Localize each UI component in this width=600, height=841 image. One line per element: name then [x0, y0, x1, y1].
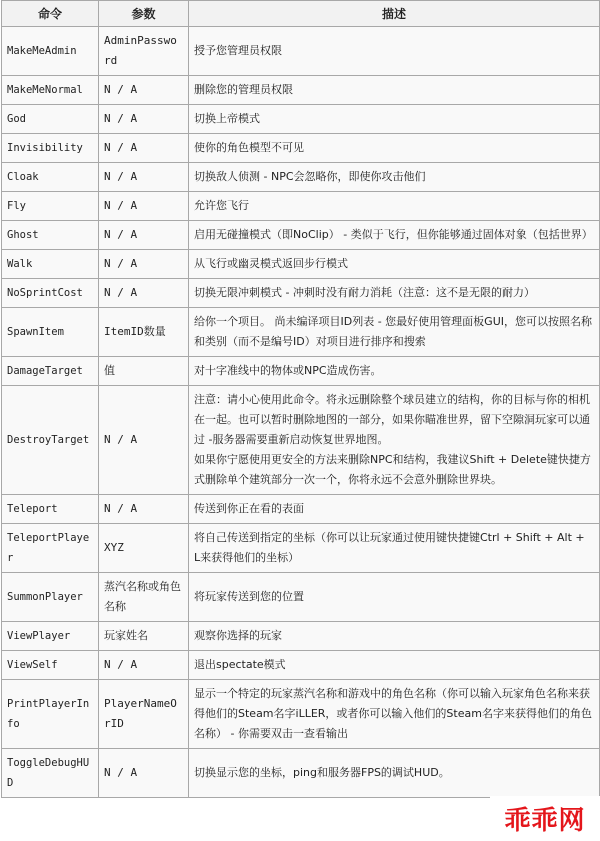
command-cell: PrintPlayerInfo — [2, 680, 99, 749]
param-cell: 值 — [99, 357, 189, 386]
desc-paragraph: 如果你宁愿使用更安全的方法来删除NPC和结构，我建议Shift + Delete键快捷方式删除单个建筑部分一次一个，你将永远不会意外删除世界块。 — [194, 453, 591, 486]
desc-paragraph: 传送到你正在看的表面 — [194, 502, 304, 515]
param-cell: N / A — [99, 386, 189, 495]
desc-paragraph: 将玩家传送到您的位置 — [194, 590, 304, 603]
table-row — [2, 250, 600, 279]
command-cell: Teleport — [2, 495, 99, 524]
param-cell: 蒸汽名称或角色名称 — [99, 573, 189, 622]
desc-cell — [189, 76, 600, 105]
header-desc: 描述 — [189, 1, 600, 27]
command-cell: God — [2, 105, 99, 134]
header-row — [2, 1, 600, 27]
table-row — [2, 651, 600, 680]
table-row — [2, 308, 600, 357]
command-cell: Cloak — [2, 163, 99, 192]
param-cell: AdminPassword — [99, 27, 189, 76]
param-cell: N / A — [99, 221, 189, 250]
desc-paragraph: 给你一个项目。 尚未编译项目ID列表 - 您最好使用管理面板GUI，您可以按照名称和类别（而不是编号ID）对项目进行排序和搜索 — [194, 315, 592, 348]
desc-paragraph: 切换敌人侦测 - NPC会忽略你，即使你攻击他们 — [194, 170, 426, 183]
desc-cell — [189, 308, 600, 357]
desc-cell — [189, 279, 600, 308]
param-cell: 玩家姓名 — [99, 622, 189, 651]
desc-cell — [189, 651, 600, 680]
desc-paragraph: 允许您飞行 — [194, 199, 249, 212]
desc-cell — [189, 163, 600, 192]
command-cell: Ghost — [2, 221, 99, 250]
command-cell: Fly — [2, 192, 99, 221]
command-cell: ToggleDebugHUD — [2, 749, 99, 798]
command-cell: MakeMeNormal — [2, 76, 99, 105]
table-row — [2, 192, 600, 221]
table-row — [2, 27, 600, 76]
param-cell: N / A — [99, 105, 189, 134]
table-row — [2, 680, 600, 749]
desc-cell — [189, 573, 600, 622]
table-row — [2, 573, 600, 622]
param-cell: N / A — [99, 250, 189, 279]
desc-cell — [189, 105, 600, 134]
param-cell: N / A — [99, 495, 189, 524]
command-cell: NoSprintCost — [2, 279, 99, 308]
desc-paragraph: 授予您管理员权限 — [194, 44, 282, 57]
command-cell: ViewSelf — [2, 651, 99, 680]
desc-cell — [189, 221, 600, 250]
desc-cell — [189, 680, 600, 749]
desc-cell — [189, 27, 600, 76]
desc-cell — [189, 250, 600, 279]
param-cell: XYZ — [99, 524, 189, 573]
desc-paragraph: 删除您的管理员权限 — [194, 83, 293, 96]
command-cell: TeleportPlayer — [2, 524, 99, 573]
desc-paragraph: 对十字准线中的物体或NPC造成伤害。 — [194, 364, 382, 377]
command-table — [1, 0, 600, 798]
command-cell: ViewPlayer — [2, 622, 99, 651]
desc-paragraph: 观察你选择的玩家 — [194, 629, 282, 642]
desc-paragraph: 切换显示您的坐标，ping和服务器FPS的调试HUD。 — [194, 766, 450, 779]
desc-paragraph: 使你的角色模型不可见 — [194, 141, 304, 154]
desc-paragraph: 启用无碰撞模式（即NoClip） - 类似于飞行，但你能够通过固体对象（包括世界） — [194, 228, 593, 241]
table-row — [2, 495, 600, 524]
desc-cell — [189, 192, 600, 221]
desc-cell — [189, 524, 600, 573]
table-row — [2, 622, 600, 651]
desc-paragraph: 切换上帝模式 — [194, 112, 260, 125]
table-row — [2, 749, 600, 798]
desc-paragraph: 将自己传送到指定的坐标（你可以让玩家通过使用键快捷键Ctrl + Shift + Alt + L来获得他们的坐标） — [194, 531, 585, 564]
param-cell: PlayerNameOrID — [99, 680, 189, 749]
param-cell: N / A — [99, 76, 189, 105]
table-row — [2, 163, 600, 192]
desc-cell — [189, 357, 600, 386]
param-cell: N / A — [99, 192, 189, 221]
table-row — [2, 386, 600, 495]
desc-paragraph: 退出spectate模式 — [194, 658, 286, 671]
command-cell: SpawnItem — [2, 308, 99, 357]
desc-cell — [189, 749, 600, 798]
table-row — [2, 524, 600, 573]
param-cell: ItemID数量 — [99, 308, 189, 357]
desc-cell — [189, 386, 600, 495]
table-row — [2, 357, 600, 386]
desc-cell — [189, 622, 600, 651]
desc-paragraph: 注意：请小心使用此命令。将永远删除整个球员建立的结构，你的目标与你的相机在一起。也可以暂时删除地图的一部分，如果你瞄准世界，留下空隙洞玩家可以通过 -服务器需要重新启动恢复世界地图。 — [194, 393, 590, 446]
param-cell: N / A — [99, 651, 189, 680]
table-row — [2, 134, 600, 163]
table-row — [2, 221, 600, 250]
header-param: 参数 — [99, 1, 189, 27]
table-row — [2, 279, 600, 308]
desc-cell — [189, 134, 600, 163]
header-command: 命令 — [2, 1, 99, 27]
desc-paragraph: 显示一个特定的玩家蒸汽名称和游戏中的角色名称（你可以输入玩家角色名称来获得他们的Steam名字iLLER，或者你可以输入他们的Steam名字来获得他们的角色名称） - 你需要双击一查看输出 — [194, 687, 592, 740]
param-cell: N / A — [99, 163, 189, 192]
desc-cell — [189, 495, 600, 524]
desc-paragraph: 从飞行或幽灵模式返回步行模式 — [194, 257, 348, 270]
command-cell: MakeMeAdmin — [2, 27, 99, 76]
command-cell: SummonPlayer — [2, 573, 99, 622]
command-cell: Invisibility — [2, 134, 99, 163]
command-cell: DestroyTarget — [2, 386, 99, 495]
desc-paragraph: 切换无限冲刺模式 - 冲刺时没有耐力消耗（注意：这不是无限的耐力） — [194, 286, 535, 299]
command-cell: DamageTarget — [2, 357, 99, 386]
param-cell: N / A — [99, 279, 189, 308]
command-cell: Walk — [2, 250, 99, 279]
param-cell: N / A — [99, 749, 189, 798]
table-row — [2, 76, 600, 105]
watermark-logo: 乖乖网 — [490, 796, 600, 841]
param-cell: N / A — [99, 134, 189, 163]
table-row — [2, 105, 600, 134]
